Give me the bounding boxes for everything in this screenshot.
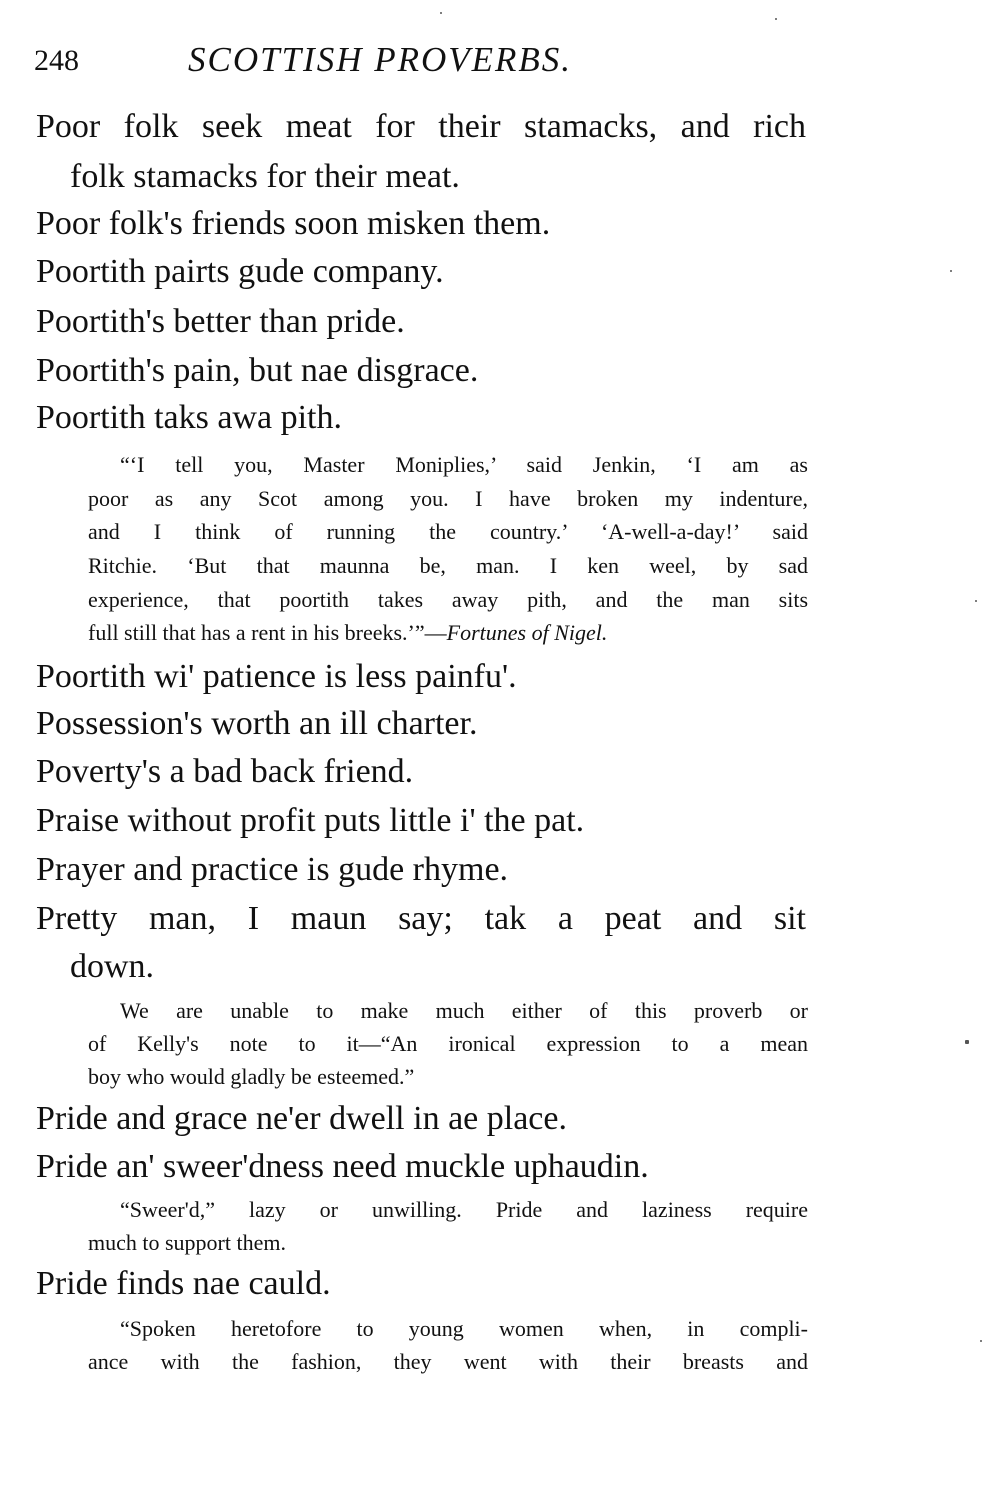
note-line: ance with the fashion, they went with their breasts and: [88, 1349, 808, 1374]
note-line: experience, that poortith takes away pith, and the man sits: [88, 587, 808, 612]
proverb-line: folk stamacks for their meat.: [70, 158, 460, 195]
proverb-line: Possession's worth an ill charter.: [36, 705, 478, 742]
note-line: Ritchie. ‘But that maunna be, man. I ken weel, by sad: [88, 553, 808, 578]
speck: [975, 600, 977, 602]
note-line: “Spoken heretofore to young women when, in compli-: [120, 1316, 808, 1341]
proverb-line: Poortith's pain, but nae disgrace.: [36, 352, 479, 389]
proverb-line: Pride and grace ne'er dwell in ae place.: [36, 1100, 567, 1137]
note-line: poor as any Scot among you. I have broken my indenture,: [88, 486, 808, 511]
proverb-line: Poverty's a bad back friend.: [36, 753, 414, 790]
note-line: of Kelly's note to it—“An ironical expression to a mean: [88, 1031, 808, 1056]
speck: [775, 18, 777, 20]
page-number: 248: [34, 44, 79, 77]
source-citation: Fortunes of Nigel.: [446, 620, 608, 645]
speck: [980, 1340, 982, 1342]
note-text: full still that has a rent in his breeks.’”—: [88, 620, 447, 645]
proverb-line: Poor folk's friends soon misken them.: [36, 205, 551, 242]
note-line: “‘I tell you, Master Moniplies,’ said Jenkin, ‘I am as: [120, 452, 808, 477]
note-line: boy who would gladly be esteemed.”: [88, 1064, 415, 1089]
note-line: [88, 622, 808, 644]
proverb-line: Poor folk seek meat for their stamacks, and rich: [36, 108, 806, 145]
note-line: and I think of running the country.’ ‘A-well-a-day!’ said: [88, 519, 808, 544]
proverb-line: Poortith's better than pride.: [36, 303, 405, 340]
proverb-line: down.: [70, 948, 155, 985]
running-title: SCOTTISH PROVERBS.: [188, 40, 573, 79]
note-line: We are unable to make much either of this proverb or: [120, 998, 808, 1023]
speck: [440, 12, 442, 14]
note-line: “Sweer'd,” lazy or unwilling. Pride and laziness require: [120, 1197, 808, 1222]
proverb-line: Pretty man, I maun say; tak a peat and sit: [36, 900, 806, 937]
proverb-line: Praise without profit puts little i' the pat.: [36, 802, 585, 839]
proverb-line: Poortith pairts gude company.: [36, 253, 444, 290]
proverb-line: Pride finds nae cauld.: [36, 1265, 331, 1302]
proverb-line: Prayer and practice is gude rhyme.: [36, 851, 509, 888]
proverb-line: Pride an' sweer'dness need muckle uphaudin.: [36, 1148, 649, 1185]
speck: [965, 1040, 969, 1044]
proverb-line: Poortith taks awa pith.: [36, 399, 342, 436]
note-line: much to support them.: [88, 1230, 286, 1255]
proverb-line: Poortith wi' patience is less painfu'.: [36, 658, 517, 695]
speck: [950, 270, 952, 272]
